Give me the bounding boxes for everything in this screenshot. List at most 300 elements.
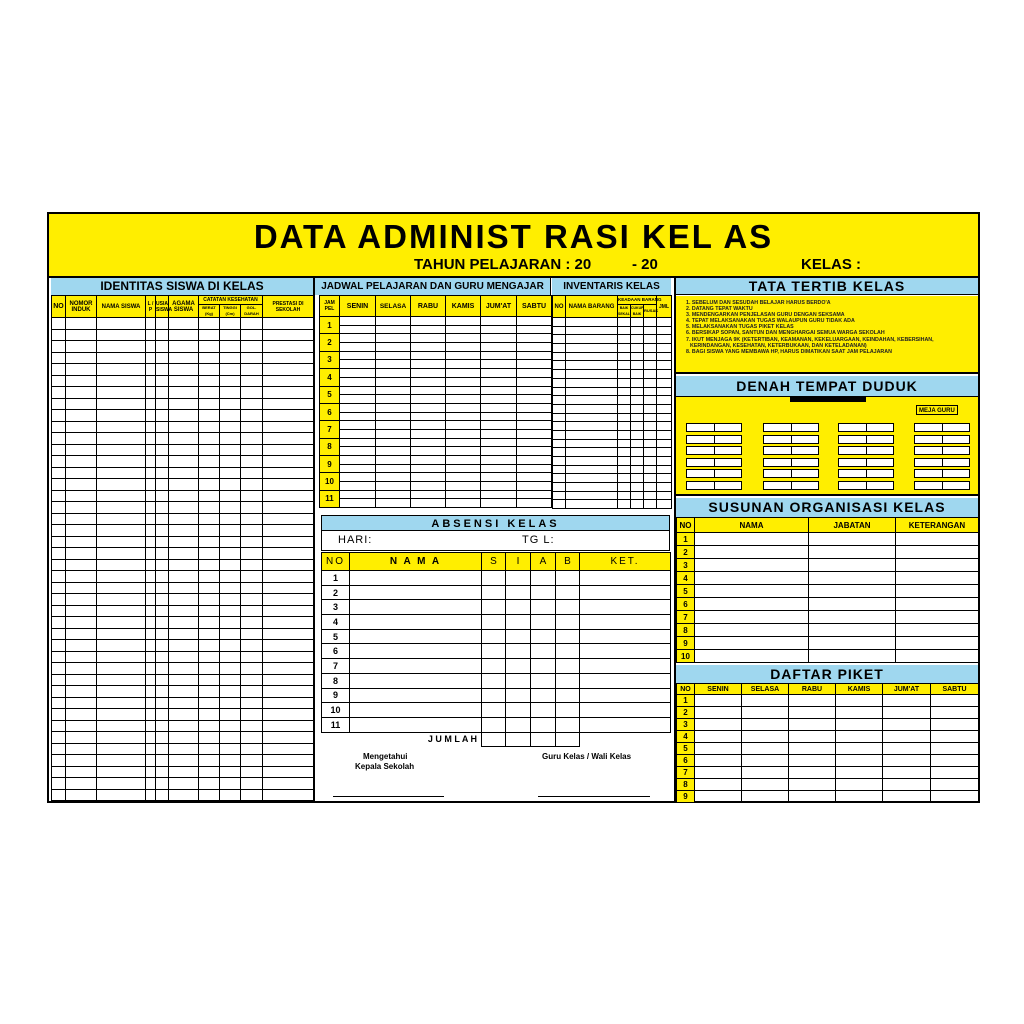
table-cell[interactable]: [566, 318, 618, 327]
table-cell[interactable]: [446, 499, 481, 508]
table-cell[interactable]: [481, 334, 517, 343]
table-cell[interactable]: [742, 743, 789, 755]
table-cell[interactable]: [97, 502, 146, 514]
table-cell[interactable]: [169, 513, 199, 525]
table-cell[interactable]: [446, 473, 481, 482]
table-cell[interactable]: [556, 703, 580, 718]
table-cell[interactable]: [66, 640, 97, 652]
table-cell[interactable]: [66, 789, 97, 801]
table-cell[interactable]: [618, 448, 631, 457]
table-cell[interactable]: [199, 709, 220, 721]
table-cell[interactable]: [220, 778, 241, 790]
table-cell[interactable]: [631, 370, 644, 379]
table-cell[interactable]: [883, 791, 931, 803]
table-cell[interactable]: [809, 572, 896, 585]
table-cell[interactable]: [531, 717, 556, 732]
table-cell[interactable]: [644, 474, 657, 483]
table-cell[interactable]: [156, 582, 169, 594]
table-cell[interactable]: [52, 479, 66, 491]
table-cell[interactable]: [376, 325, 411, 334]
table-cell[interactable]: [263, 628, 314, 640]
table-cell[interactable]: [66, 433, 97, 445]
table-cell[interactable]: [506, 629, 531, 644]
table-cell[interactable]: [618, 378, 631, 387]
table-cell[interactable]: [156, 720, 169, 732]
table-cell[interactable]: [241, 548, 263, 560]
table-cell[interactable]: [241, 387, 263, 399]
table-cell[interactable]: [241, 398, 263, 410]
table-cell[interactable]: [156, 444, 169, 456]
table-cell[interactable]: [220, 571, 241, 583]
table-cell[interactable]: [446, 334, 481, 343]
table-cell[interactable]: [446, 482, 481, 491]
table-cell[interactable]: [97, 364, 146, 376]
table-cell[interactable]: [156, 341, 169, 353]
table-cell[interactable]: [66, 398, 97, 410]
table-cell[interactable]: [340, 395, 376, 404]
table-cell[interactable]: [97, 433, 146, 445]
table-cell[interactable]: [531, 615, 556, 630]
table-cell[interactable]: [97, 525, 146, 537]
table-cell[interactable]: [695, 755, 742, 767]
table-cell[interactable]: [376, 438, 411, 447]
table-cell[interactable]: [657, 378, 672, 387]
table-cell[interactable]: [66, 490, 97, 502]
table-cell[interactable]: [350, 703, 482, 718]
table-cell[interactable]: [411, 334, 446, 343]
table-cell[interactable]: [146, 594, 156, 606]
table-cell[interactable]: [146, 732, 156, 744]
table-cell[interactable]: [52, 789, 66, 801]
table-cell[interactable]: [376, 403, 411, 412]
table-cell[interactable]: [169, 536, 199, 548]
table-cell[interactable]: [618, 387, 631, 396]
table-cell[interactable]: [66, 605, 97, 617]
table-cell[interactable]: [263, 364, 314, 376]
table-cell[interactable]: [644, 500, 657, 509]
table-cell[interactable]: [169, 663, 199, 675]
table-cell[interactable]: [631, 361, 644, 370]
table-cell[interactable]: [263, 651, 314, 663]
table-cell[interactable]: [220, 525, 241, 537]
table-cell[interactable]: [789, 755, 836, 767]
table-cell[interactable]: [896, 546, 979, 559]
table-cell[interactable]: [156, 456, 169, 468]
total-cell[interactable]: [556, 732, 580, 746]
table-cell[interactable]: [52, 559, 66, 571]
table-cell[interactable]: [97, 548, 146, 560]
table-cell[interactable]: [506, 571, 531, 586]
table-cell[interactable]: [66, 732, 97, 744]
table-cell[interactable]: [146, 709, 156, 721]
table-cell[interactable]: [580, 659, 671, 674]
table-cell[interactable]: [376, 456, 411, 465]
table-cell[interactable]: [156, 559, 169, 571]
table-cell[interactable]: [631, 422, 644, 431]
table-cell[interactable]: [169, 398, 199, 410]
table-cell[interactable]: [506, 659, 531, 674]
table-cell[interactable]: [52, 651, 66, 663]
table-cell[interactable]: [156, 548, 169, 560]
table-cell[interactable]: [156, 410, 169, 422]
table-cell[interactable]: [481, 499, 517, 508]
table-cell[interactable]: [809, 624, 896, 637]
table-cell[interactable]: [931, 779, 979, 791]
table-cell[interactable]: [97, 732, 146, 744]
table-cell[interactable]: [657, 483, 672, 492]
table-cell[interactable]: [66, 421, 97, 433]
table-cell[interactable]: [66, 479, 97, 491]
table-cell[interactable]: [66, 755, 97, 767]
table-cell[interactable]: [553, 335, 566, 344]
table-cell[interactable]: [156, 686, 169, 698]
table-cell[interactable]: [506, 717, 531, 732]
table-cell[interactable]: [531, 644, 556, 659]
table-cell[interactable]: [169, 341, 199, 353]
table-cell[interactable]: [644, 483, 657, 492]
table-cell[interactable]: [657, 326, 672, 335]
table-cell[interactable]: [517, 325, 552, 334]
table-cell[interactable]: [657, 465, 672, 474]
table-cell[interactable]: [156, 789, 169, 801]
table-cell[interactable]: [411, 464, 446, 473]
table-cell[interactable]: [411, 360, 446, 369]
table-cell[interactable]: [241, 364, 263, 376]
table-cell[interactable]: [340, 334, 376, 343]
table-cell[interactable]: [481, 403, 517, 412]
table-cell[interactable]: [657, 396, 672, 405]
table-cell[interactable]: [66, 318, 97, 330]
table-cell[interactable]: [241, 444, 263, 456]
table-cell[interactable]: [695, 650, 809, 663]
table-cell[interactable]: [631, 378, 644, 387]
table-cell[interactable]: [156, 513, 169, 525]
table-cell[interactable]: [263, 398, 314, 410]
table-cell[interactable]: [146, 375, 156, 387]
table-cell[interactable]: [199, 640, 220, 652]
table-cell[interactable]: [169, 640, 199, 652]
table-cell[interactable]: [340, 464, 376, 473]
table-cell[interactable]: [695, 611, 809, 624]
table-cell[interactable]: [517, 429, 552, 438]
table-cell[interactable]: [220, 628, 241, 640]
table-cell[interactable]: [809, 533, 896, 546]
table-cell[interactable]: [169, 410, 199, 422]
table-cell[interactable]: [580, 571, 671, 586]
table-cell[interactable]: [411, 343, 446, 352]
table-cell[interactable]: [199, 387, 220, 399]
table-cell[interactable]: [97, 663, 146, 675]
table-cell[interactable]: [644, 404, 657, 413]
table-cell[interactable]: [156, 525, 169, 537]
table-cell[interactable]: [340, 429, 376, 438]
table-cell[interactable]: [481, 490, 517, 499]
table-cell[interactable]: [695, 559, 809, 572]
table-cell[interactable]: [376, 490, 411, 499]
table-cell[interactable]: [199, 594, 220, 606]
table-cell[interactable]: [66, 525, 97, 537]
table-cell[interactable]: [146, 398, 156, 410]
table-cell[interactable]: [97, 513, 146, 525]
table-cell[interactable]: [97, 582, 146, 594]
table-cell[interactable]: [482, 585, 506, 600]
table-cell[interactable]: [146, 571, 156, 583]
table-cell[interactable]: [52, 594, 66, 606]
table-cell[interactable]: [220, 605, 241, 617]
table-cell[interactable]: [446, 447, 481, 456]
table-cell[interactable]: [531, 629, 556, 644]
table-cell[interactable]: [836, 743, 883, 755]
table-cell[interactable]: [220, 387, 241, 399]
table-cell[interactable]: [199, 444, 220, 456]
table-cell[interactable]: [340, 403, 376, 412]
table-cell[interactable]: [411, 412, 446, 421]
table-cell[interactable]: [695, 731, 742, 743]
table-cell[interactable]: [350, 673, 482, 688]
table-cell[interactable]: [657, 370, 672, 379]
table-cell[interactable]: [631, 344, 644, 353]
table-cell[interactable]: [263, 456, 314, 468]
table-cell[interactable]: [52, 755, 66, 767]
table-cell[interactable]: [220, 444, 241, 456]
table-cell[interactable]: [146, 502, 156, 514]
table-cell[interactable]: [809, 559, 896, 572]
table-cell[interactable]: [695, 546, 809, 559]
table-cell[interactable]: [931, 767, 979, 779]
table-cell[interactable]: [52, 628, 66, 640]
table-cell[interactable]: [199, 421, 220, 433]
table-cell[interactable]: [481, 482, 517, 491]
table-cell[interactable]: [52, 364, 66, 376]
table-cell[interactable]: [695, 779, 742, 791]
table-cell[interactable]: [66, 364, 97, 376]
table-cell[interactable]: [618, 404, 631, 413]
table-cell[interactable]: [146, 513, 156, 525]
table-cell[interactable]: [52, 697, 66, 709]
table-cell[interactable]: [199, 663, 220, 675]
table-cell[interactable]: [531, 585, 556, 600]
table-cell[interactable]: [220, 617, 241, 629]
table-cell[interactable]: [340, 386, 376, 395]
table-cell[interactable]: [97, 617, 146, 629]
table-cell[interactable]: [52, 341, 66, 353]
table-cell[interactable]: [618, 361, 631, 370]
table-cell[interactable]: [566, 335, 618, 344]
table-cell[interactable]: [580, 615, 671, 630]
table-cell[interactable]: [241, 697, 263, 709]
table-cell[interactable]: [263, 433, 314, 445]
table-cell[interactable]: [481, 464, 517, 473]
table-cell[interactable]: [146, 490, 156, 502]
table-cell[interactable]: [66, 410, 97, 422]
table-cell[interactable]: [146, 536, 156, 548]
table-cell[interactable]: [340, 377, 376, 386]
table-cell[interactable]: [695, 585, 809, 598]
table-cell[interactable]: [350, 571, 482, 586]
table-cell[interactable]: [146, 467, 156, 479]
table-cell[interactable]: [52, 536, 66, 548]
table-cell[interactable]: [220, 398, 241, 410]
table-cell[interactable]: [553, 326, 566, 335]
table-cell[interactable]: [481, 343, 517, 352]
table-cell[interactable]: [263, 594, 314, 606]
table-cell[interactable]: [931, 719, 979, 731]
table-cell[interactable]: [896, 533, 979, 546]
table-cell[interactable]: [156, 628, 169, 640]
table-cell[interactable]: [350, 629, 482, 644]
table-cell[interactable]: [169, 778, 199, 790]
table-cell[interactable]: [97, 375, 146, 387]
table-cell[interactable]: [481, 456, 517, 465]
table-cell[interactable]: [789, 743, 836, 755]
table-cell[interactable]: [97, 490, 146, 502]
table-cell[interactable]: [809, 650, 896, 663]
table-cell[interactable]: [481, 369, 517, 378]
table-cell[interactable]: [631, 318, 644, 327]
table-cell[interactable]: [531, 600, 556, 615]
table-cell[interactable]: [66, 467, 97, 479]
table-cell[interactable]: [241, 766, 263, 778]
table-cell[interactable]: [52, 582, 66, 594]
table-cell[interactable]: [618, 474, 631, 483]
table-cell[interactable]: [631, 352, 644, 361]
table-cell[interactable]: [883, 707, 931, 719]
table-cell[interactable]: [263, 778, 314, 790]
table-cell[interactable]: [657, 457, 672, 466]
table-cell[interactable]: [631, 457, 644, 466]
table-cell[interactable]: [97, 559, 146, 571]
table-cell[interactable]: [836, 731, 883, 743]
table-cell[interactable]: [883, 743, 931, 755]
table-cell[interactable]: [446, 395, 481, 404]
table-cell[interactable]: [169, 525, 199, 537]
table-cell[interactable]: [220, 697, 241, 709]
table-cell[interactable]: [97, 755, 146, 767]
table-cell[interactable]: [97, 536, 146, 548]
table-cell[interactable]: [220, 663, 241, 675]
table-cell[interactable]: [644, 430, 657, 439]
table-cell[interactable]: [52, 398, 66, 410]
table-cell[interactable]: [789, 707, 836, 719]
table-cell[interactable]: [97, 778, 146, 790]
table-cell[interactable]: [742, 779, 789, 791]
table-cell[interactable]: [350, 688, 482, 703]
table-cell[interactable]: [97, 410, 146, 422]
table-cell[interactable]: [220, 594, 241, 606]
table-cell[interactable]: [52, 410, 66, 422]
table-cell[interactable]: [169, 456, 199, 468]
table-cell[interactable]: [883, 755, 931, 767]
table-cell[interactable]: [52, 709, 66, 721]
table-cell[interactable]: [553, 439, 566, 448]
table-cell[interactable]: [263, 479, 314, 491]
table-cell[interactable]: [631, 396, 644, 405]
table-cell[interactable]: [66, 536, 97, 548]
table-cell[interactable]: [220, 720, 241, 732]
table-cell[interactable]: [220, 559, 241, 571]
table-cell[interactable]: [156, 697, 169, 709]
table-cell[interactable]: [156, 571, 169, 583]
table-cell[interactable]: [241, 663, 263, 675]
table-cell[interactable]: [199, 525, 220, 537]
table-cell[interactable]: [553, 396, 566, 405]
table-cell[interactable]: [657, 344, 672, 353]
table-cell[interactable]: [169, 686, 199, 698]
table-cell[interactable]: [618, 352, 631, 361]
table-cell[interactable]: [340, 343, 376, 352]
table-cell[interactable]: [241, 421, 263, 433]
table-cell[interactable]: [506, 600, 531, 615]
table-cell[interactable]: [553, 457, 566, 466]
table-cell[interactable]: [695, 598, 809, 611]
table-cell[interactable]: [169, 352, 199, 364]
table-cell[interactable]: [631, 474, 644, 483]
table-cell[interactable]: [631, 500, 644, 509]
table-cell[interactable]: [97, 686, 146, 698]
table-cell[interactable]: [742, 767, 789, 779]
table-cell[interactable]: [789, 695, 836, 707]
table-cell[interactable]: [199, 467, 220, 479]
table-cell[interactable]: [199, 479, 220, 491]
table-cell[interactable]: [931, 791, 979, 803]
table-cell[interactable]: [199, 582, 220, 594]
table-cell[interactable]: [199, 456, 220, 468]
table-cell[interactable]: [199, 755, 220, 767]
table-cell[interactable]: [52, 640, 66, 652]
table-cell[interactable]: [566, 465, 618, 474]
table-cell[interactable]: [695, 624, 809, 637]
table-cell[interactable]: [146, 548, 156, 560]
table-cell[interactable]: [618, 430, 631, 439]
table-cell[interactable]: [376, 377, 411, 386]
table-cell[interactable]: [97, 398, 146, 410]
table-cell[interactable]: [481, 377, 517, 386]
table-cell[interactable]: [446, 325, 481, 334]
table-cell[interactable]: [506, 585, 531, 600]
table-cell[interactable]: [644, 378, 657, 387]
table-cell[interactable]: [695, 707, 742, 719]
table-cell[interactable]: [52, 456, 66, 468]
table-cell[interactable]: [742, 719, 789, 731]
table-cell[interactable]: [199, 720, 220, 732]
table-cell[interactable]: [52, 329, 66, 341]
table-cell[interactable]: [376, 386, 411, 395]
table-cell[interactable]: [517, 456, 552, 465]
table-cell[interactable]: [553, 491, 566, 500]
table-cell[interactable]: [553, 378, 566, 387]
table-cell[interactable]: [350, 615, 482, 630]
table-cell[interactable]: [566, 448, 618, 457]
table-cell[interactable]: [556, 571, 580, 586]
table-cell[interactable]: [657, 413, 672, 422]
table-cell[interactable]: [156, 651, 169, 663]
table-cell[interactable]: [695, 572, 809, 585]
table-cell[interactable]: [631, 387, 644, 396]
table-cell[interactable]: [146, 605, 156, 617]
table-cell[interactable]: [376, 499, 411, 508]
table-cell[interactable]: [631, 439, 644, 448]
table-cell[interactable]: [482, 615, 506, 630]
table-cell[interactable]: [446, 421, 481, 430]
table-cell[interactable]: [553, 361, 566, 370]
table-cell[interactable]: [411, 386, 446, 395]
table-cell[interactable]: [241, 467, 263, 479]
table-cell[interactable]: [553, 344, 566, 353]
table-cell[interactable]: [631, 448, 644, 457]
table-cell[interactable]: [263, 387, 314, 399]
table-cell[interactable]: [66, 456, 97, 468]
table-cell[interactable]: [618, 326, 631, 335]
